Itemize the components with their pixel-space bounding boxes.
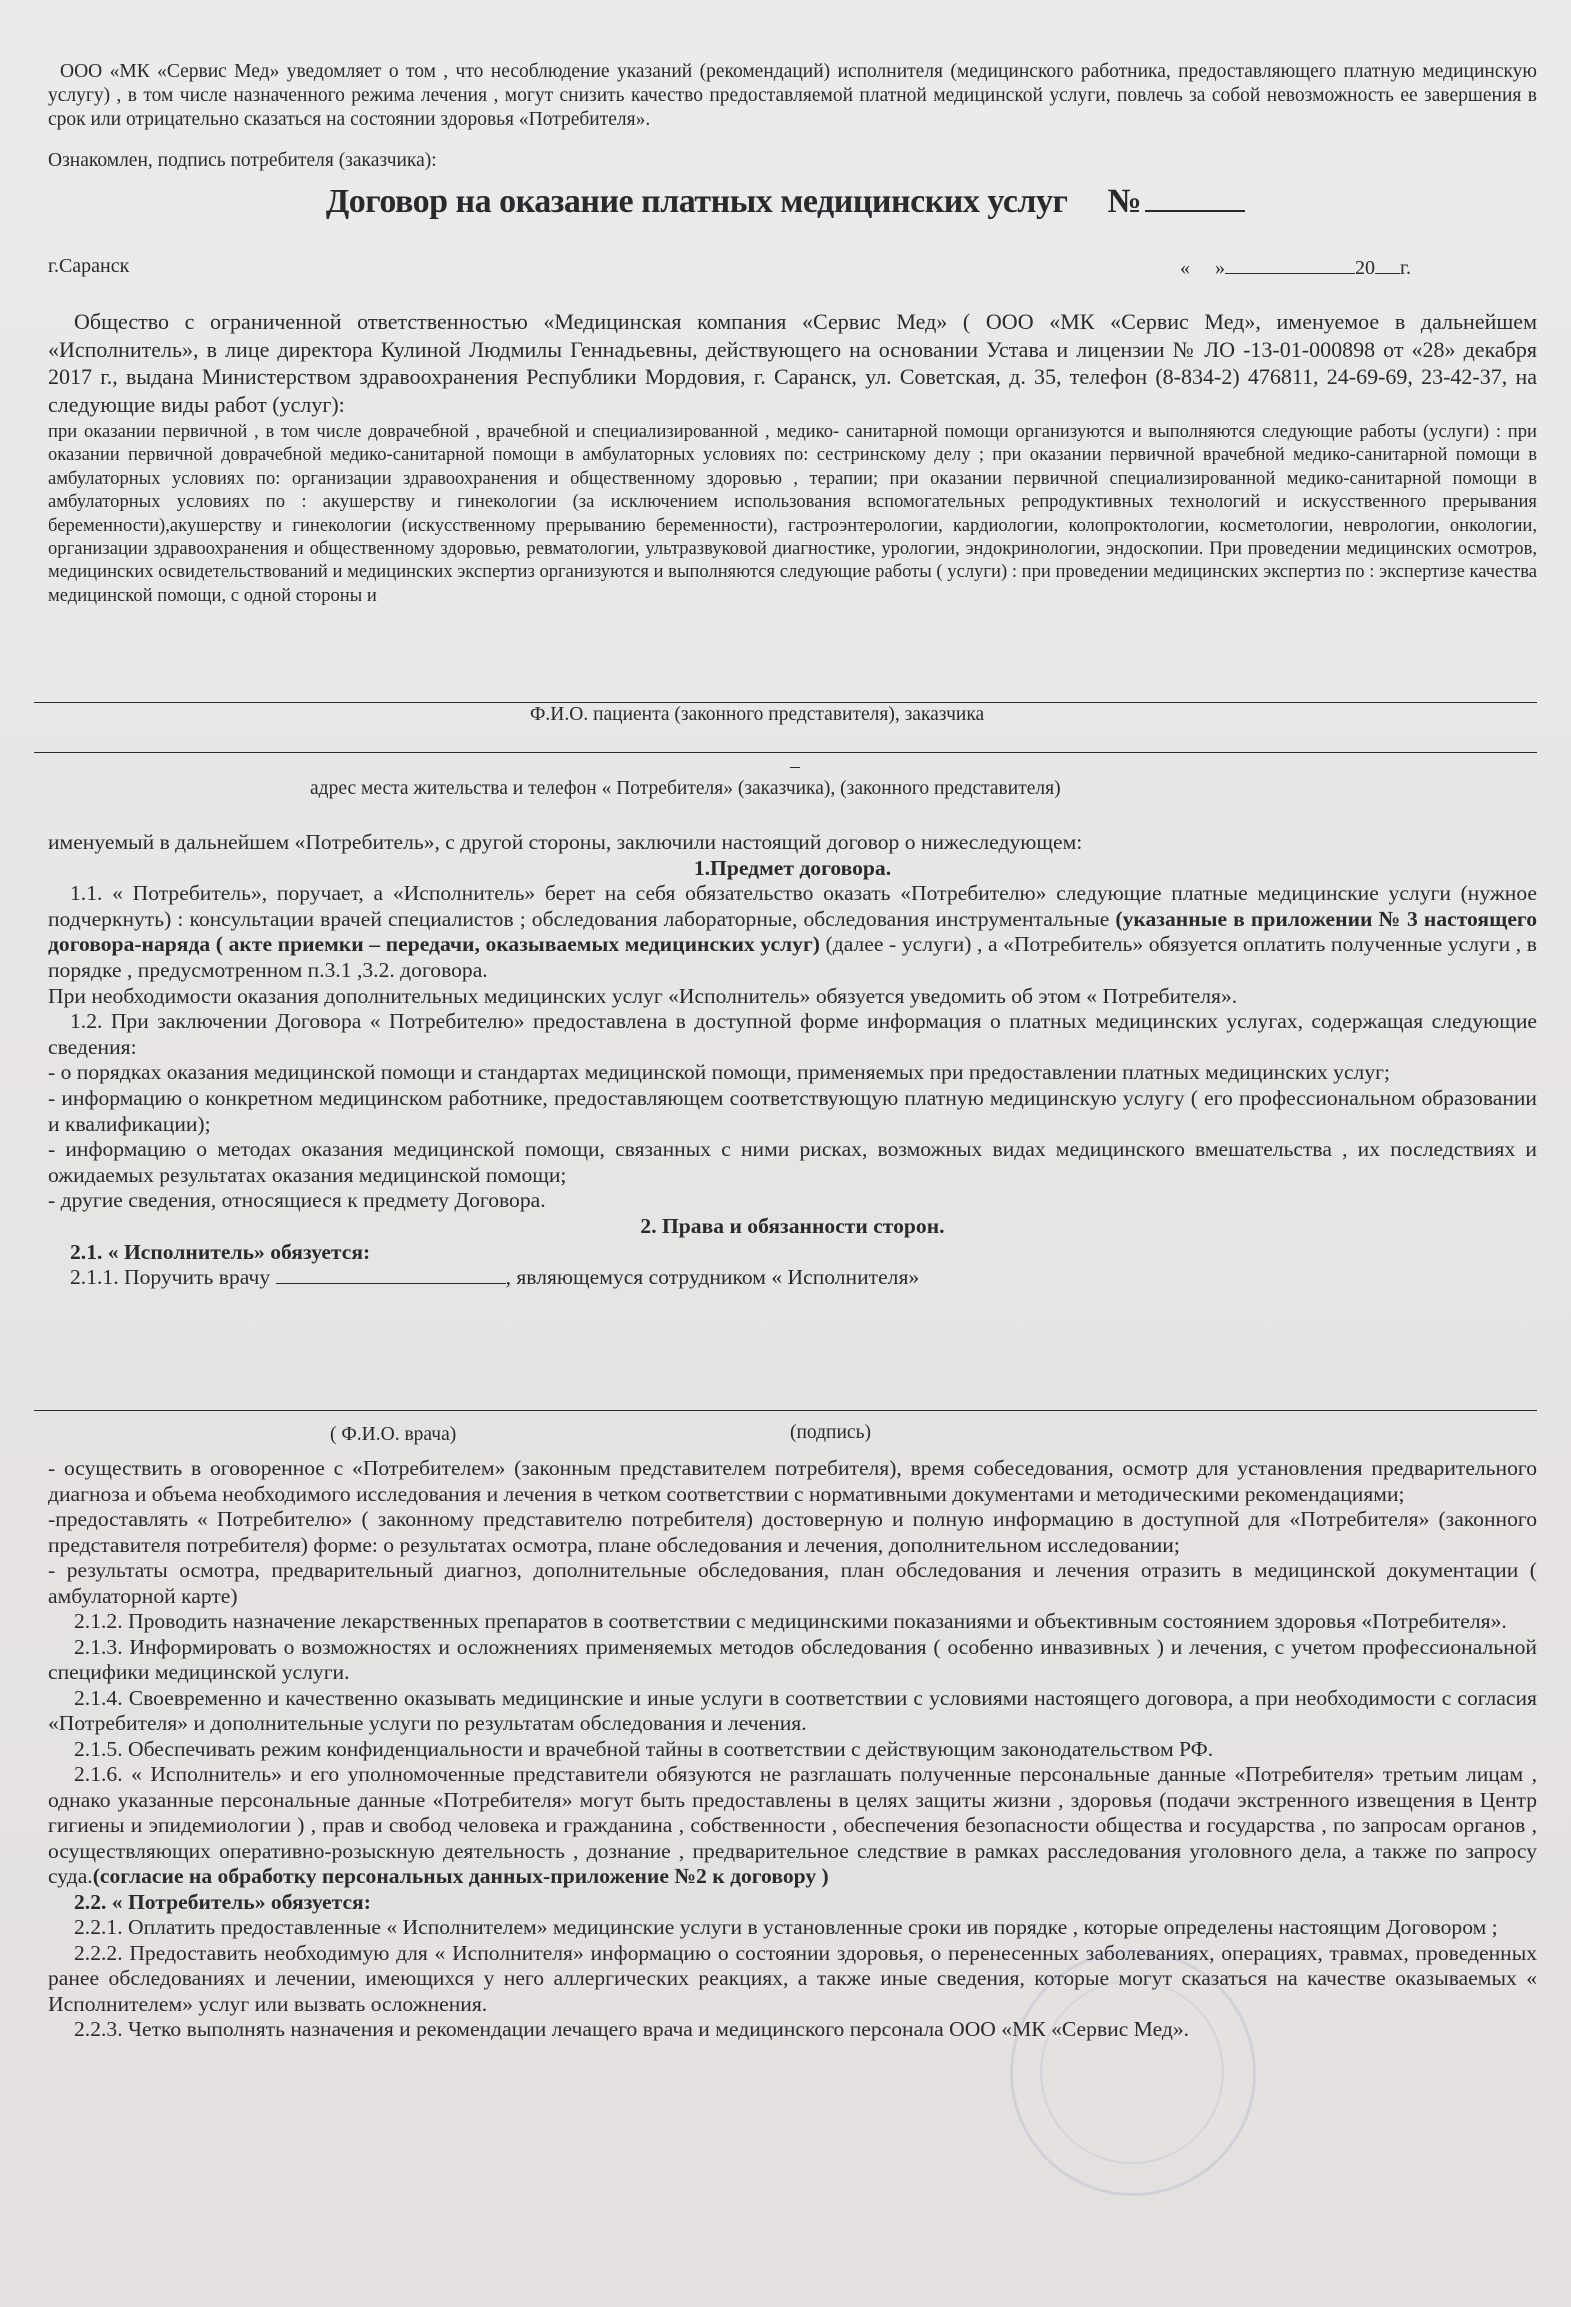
organization-text: Общество с ограниченной ответственностью «Медицинская компания «Сервис Мед» ( ООО «МК «Сервис Мед», именуемое в дальнейшем «Исполнитель», в лице директора Кулиной Людмилы Геннадьевны, действующего на основании Устава и лицензии № ЛО -13-01-000898 от «28» декабря 2017 г., выдана Министерством здравоохранения Республики Мордовия, г. Саранск, ул. Советская, д. 35, телефон (8-834-2) 476811, 24-69-69, 23-42-37, на следующие виды работ (услуг): — [48, 309, 1537, 417]
date-suffix: г. — [1400, 257, 1411, 279]
clause-2-2-2: 2.2.2. Предоставить необходимую для « Исполнителя» информацию о состоянии здоровья, о перенесенных заболеваниях, операциях, травмах, проведенных ранее обследованиях и лечении, имеющихся у него аллергических реакциях, а также иные сведения, которые могут сказаться на качестве оказываемых « Исполнителем» услуг или вызвать осложнения. — [48, 1940, 1537, 2016]
notice-signature-line: Ознакомлен, подпись потребителя (заказчика): — [48, 150, 437, 171]
clause-2-2-1: 2.2.1. Оплатить предоставленные « Исполнителем» медицинские услуги в установленные сроки ив порядке , которые определены настоящим Договором ; — [74, 1915, 1498, 1939]
address-dash: – — [790, 756, 800, 777]
date-year-blank — [1375, 255, 1400, 274]
date-month-blank — [1225, 255, 1355, 274]
clause-1-1-text-a: 1.1. « Потребитель», поручает, а «Исполнитель» берет на себя обязательство оказать «Потребителю» следующие платные медицинские услуги (нужное подчеркнуть) : консультации врачей специалистов ; обследования лабораторные, обследования инструментальные — [48, 881, 1537, 931]
clause-2-1-5: 2.1.5. Обеспечивать режим конфиденциальности и врачебной тайны в соответствии с действующим законодательством РФ. — [74, 1736, 1214, 1761]
organization-block — [48, 308, 1537, 418]
clause-2-1-heading: 2.1. « Исполнитель» обязуется: — [70, 1239, 371, 1264]
duty-item-1: - осуществить в оговоренное с «Потребителем» (законным представителем потребителя), время собеседования, осмотр для установления предварительного диагноза и объема необходимого исследования и лечения в четком соответствии с нормативными документами и методическими рекомендациями; — [48, 1456, 1537, 1506]
document-title — [0, 180, 1571, 221]
info-list-item-4: - другие сведения, относящиеся к предмету Договора. — [48, 1188, 546, 1213]
patient-name-caption: Ф.И.О. пациента (законного представителя), заказчика — [530, 704, 985, 725]
contract-body-part1 — [48, 830, 1537, 1291]
info-list-item-3: - информацию о методах оказания медицинской помощи, связанных с ними рисках, возможных видах медицинского вмешательства , их последствиях и ожидаемых результатах оказания медицинской помощи; — [48, 1137, 1537, 1187]
intro-paragraph: именуемый в дальнейшем «Потребитель», с другой стороны, заключили настоящий договор о нижеследующем: — [48, 830, 1083, 854]
clause-2-1-6 — [48, 1762, 1537, 1890]
clause-2-2-3: 2.2.3. Четко выполнять назначения и рекомендации лечащего врача и медицинского персонала ООО «МК «Сервис Мед». — [74, 2017, 1190, 2041]
date-quote-close: » — [1215, 257, 1225, 279]
address-caption: адрес места жительства и телефон « Потребителя» (заказчика), (законного представителя) — [310, 778, 1061, 799]
licensed-works-text: при оказании первичной , в том числе доврачебной , врачебной и специализированной , медико- санитарной помощи организуются и выполняются следующие работы (услуги) : при оказании первичной доврачебной медико-санитарной помощи в амбулаторных условиях по: сестринскому делу ; при оказании первичной врачебной медико-санитарной помощи в амбулаторных условиях по: организации здравоохранения и общественному здоровью , терапии; при оказании первичной специализированной медико-санитарной помощи в амбулаторных условиях по : акушерству и гинекологии (за исключением использования вспомогательных репродуктивных технологий и искусственного прерывания беременности),акушерству и гинекологии (искусственному прерыванию беременности), гастроэнтерологии, кардиологии, колопроктологии, косметологии, неврологии, онкологии, организации здравоохранения и общественному здоровью, ревматологии, ультразвуковой диагностике, урологии, эндокринологии, эндоскопии. При проведении медицинских осмотров, медицинских освидетельствований и медицинских экспертиз организуются и выполняются следующие работы ( услуги) : при проведении медицинских экспертиз по : экспертизе качества медицинской помощи, с одной стороны и — [48, 421, 1537, 606]
duty-item-3: - результаты осмотра, предварительный диагноз, дополнительные обследования, план обследования и лечения отразить в медицинской документации ( амбулаторной карте) — [48, 1558, 1537, 1608]
info-list-item-1: - о порядках оказания медицинской помощи и стандартах медицинской помощи, применяемых при предоставлении платных медицинских услуг; — [48, 1060, 1390, 1085]
info-list-item-2: - информацию о конкретном медицинском работнике, предоставляющем соответствующую платную медицинскую услугу ( его профессиональном образовании и квалификации); — [48, 1085, 1537, 1136]
doctor-name-caption: ( Ф.И.О. врача) — [330, 1424, 457, 1445]
contract-date — [1180, 255, 1411, 280]
notice-text: ООО «МК «Сервис Мед» уведомляет о том , что несоблюдение указаний (рекомендаций) исполнителя (медицинского работника, предоставляющего платную медицинскую услугу) , в том числе назначенного режима лечения , могут снизить качество предоставляемой платной медицинской услуги, повлечь за собой невозможность ее завершения в срок или отрицательно сказаться на состоянии здоровья «Потребителя». — [48, 61, 1537, 130]
section1-heading: 1.Предмет договора. — [693, 855, 892, 880]
duty-item-2: -предоставлять « Потребителю» ( законному представителю потребителя) достоверную и полную информацию в доступной для «Потребителя» (законного представителя потребителя) форме: о результатах осмотра, плане обследования и лечения, дополнительном исследовании; — [48, 1507, 1537, 1557]
contract-number-blank — [1145, 180, 1245, 212]
clause-1-1-text-b: (указанные в — [1115, 906, 1251, 931]
clause-1-1 — [48, 881, 1537, 983]
address-line — [34, 752, 1537, 753]
contract-number-sign: № — [1107, 183, 1142, 220]
licensed-works-block — [48, 420, 1537, 607]
date-year-prefix: 20 — [1355, 257, 1375, 279]
clause-1-1-text-d: (далее - услуги) , а «Потребитель» обязуется оплатить полученные услуги , в порядке , предусмотренном п.3.1 ,3.2. договора. — [48, 932, 1537, 982]
clause-2-2-heading: 2.2. « Потребитель» обязуется: — [74, 1889, 371, 1914]
clause-1-1-appendix-ref: приложении № 3 настоящего договора-наряда ( акте приемки – передачи, оказываемых медицинских услуг) — [48, 906, 1537, 957]
clause-2-1-1 — [48, 1265, 1537, 1291]
section2-heading: 2. Права и обязанности сторон. — [640, 1213, 945, 1238]
clause-2-1-3: 2.1.3. Информировать о возможностях и осложнениях применяемых методов обследования ( особенно инвазивных ) и лечения, с учетом профессиональной специфики медицинской услуги. — [48, 1634, 1537, 1684]
faint-stamp-inner-ring — [1040, 1980, 1224, 2164]
patient-name-line — [34, 702, 1537, 703]
document-title-text: Договор на оказание платных медицинских услуг — [325, 183, 1068, 220]
clause-2-1-6-text: 2.1.6. « Исполнитель» и его уполномоченные представители обязуются не разглашать полученные персональные данные «Потребителя» третьим лицам , однако указанные персональные данные «Потребителя» могут быть предоставлены в целях защиты жизни , здоровья (подачи экстренного извещения в Центр гигиены и эпидемиологии ) , прав и свобод человека и гражданина , собственности , обеспечения безопасности общества и государства , по запросам органов , осуществляющих оперативно-розыскную деятельность , дознание , предварительное следствие в рамках расследования уголовного дела, а также по запросу суда. — [48, 1762, 1537, 1888]
doctor-signature-caption: (подпись) — [790, 1422, 871, 1443]
clause-2-1-6-consent-ref: (согласие на обработку персональных данных-приложение №2 к договору ) — [92, 1864, 829, 1888]
doctor-signature-line — [34, 1410, 1537, 1411]
clause-1-1-additional: При необходимости оказания дополнительных медицинских услуг «Исполнитель» обязуется уведомить об этом « Потребителя». — [48, 983, 1238, 1008]
date-quote-open: « — [1180, 257, 1190, 279]
clause-2-1-2: 2.1.2. Проводить назначение лекарственных препаратов в соответствии с медицинскими показаниями и объективным состоянием здоровья «Потребителя». — [74, 1609, 1507, 1633]
clause-1-2: 1.2. При заключении Договора « Потребителю» предоставлена в доступной форме информация о платных медицинских услугах, содержащая следующие сведения: — [48, 1009, 1537, 1059]
doctor-name-blank — [276, 1265, 506, 1284]
place-of-contract: г.Саранск — [48, 255, 130, 277]
contract-body-part2 — [48, 1456, 1537, 2043]
clause-2-1-1-text-a: 2.1.1. Поручить врачу — [70, 1265, 276, 1290]
clause-2-1-4: 2.1.4. Своевременно и качественно оказывать медицинские и иные услуги в соответствии с условиями настоящего договора, а при необходимости с согласия «Потребителя» и дополнительные услуги по результатам обследования и лечения. — [48, 1685, 1537, 1735]
notice-block — [48, 60, 1537, 132]
clause-2-1-1-text-b: , являющемуся сотрудником « Исполнителя» — [505, 1265, 920, 1290]
